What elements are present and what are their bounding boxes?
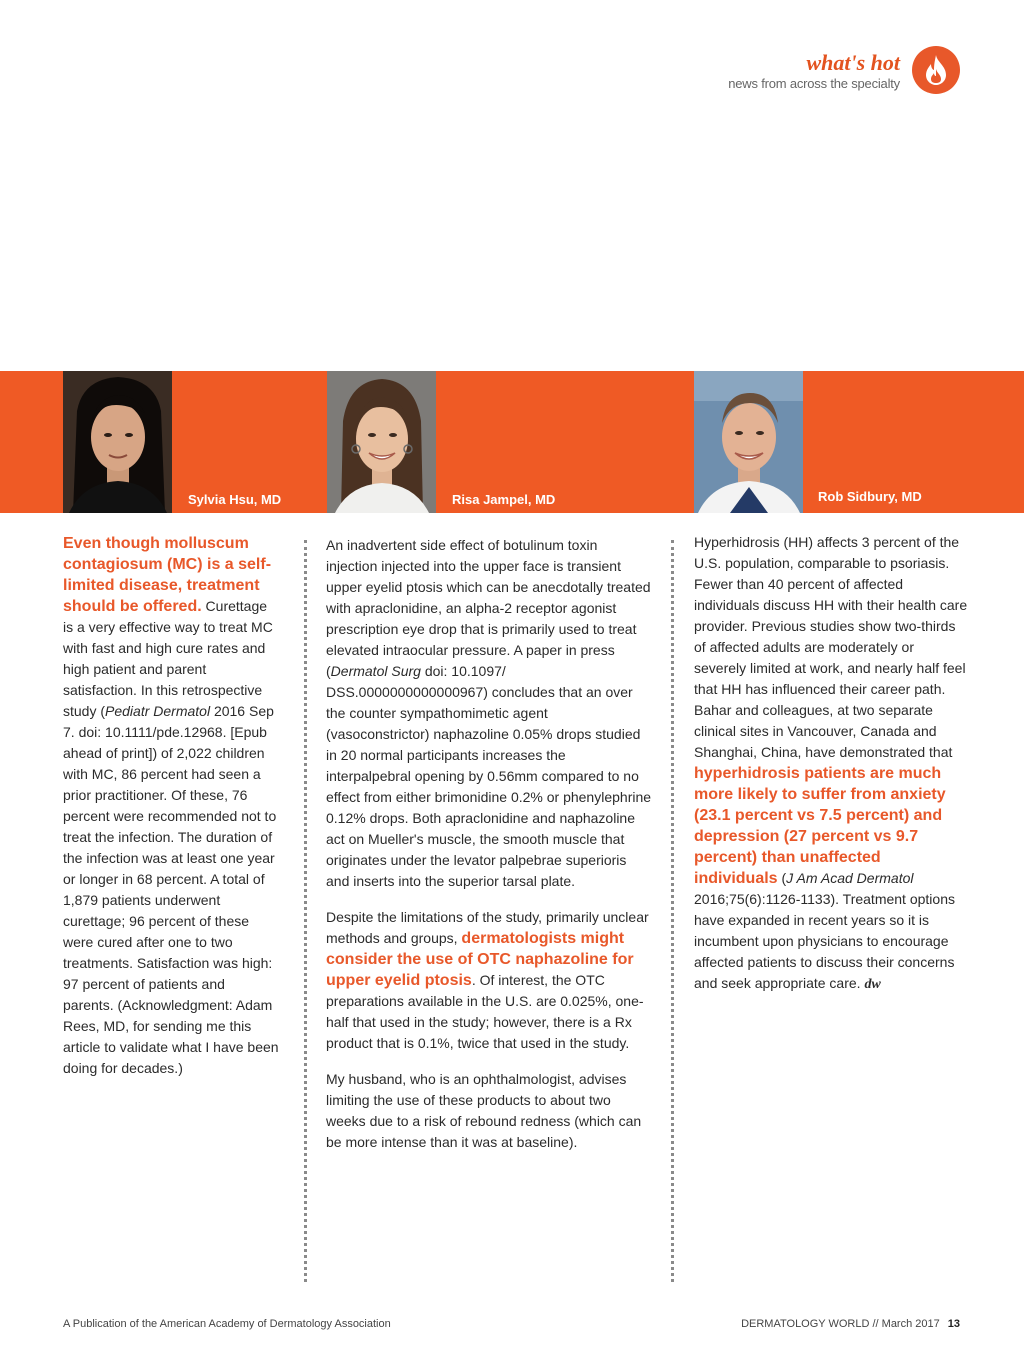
body-text: doi: 10.1097/ DSS.0000000000000967) concludes that an over the counter sympathomimetic agent (vasoconstrictor) naphazoline 0.05% drops studied in 20 normal participants increases the interpalpebral opening by 0.56mm compared to no effect from either brimonidine 0.2% or phenylephrine 0.12% drops. Both apraclonidine and naphazoline act on Mueller's muscle, the smooth muscle that originates under the levator palpebrae superioris and inserts into the superior tarsal plate. (326, 663, 652, 889)
issue-info (741, 1318, 960, 1330)
publication-credit: A Publication of the American Academy of Dermatology Association (63, 1318, 391, 1330)
article-molluscum (63, 533, 279, 1079)
body-text: 2016;75(6):1126-1133). Treatment options have expanded in recent years so it is incumbent upon physicians to encourage affected patients to discuss their concerns and seek appropriate care. (694, 891, 955, 991)
issue-label: DERMATOLOGY WORLD // March 2017 (741, 1318, 940, 1330)
column-ptosis (326, 535, 652, 1168)
journal-citation: J Am Acad Dermatol (786, 870, 914, 886)
portrait-rob-sidbury (694, 371, 803, 513)
caption-risa-jampel: Risa Jampel, MD (452, 492, 556, 507)
column-divider (304, 540, 307, 1282)
section-subtitle: news from across the specialty (728, 76, 900, 91)
section-title: what's hot (806, 50, 900, 75)
portrait-sylvia-hsu (63, 371, 172, 513)
section-header (660, 44, 960, 100)
journal-citation: Dermatol Surg (330, 663, 421, 679)
body-text: An inadvertent side effect of botulinum toxin injection injected into the upper face is transient upper eyelid ptosis which can be anecdotally treated with apraclonidine, an alpha-2 receptor agonist prescription eye drop that is primarily used to treat elevated intraocular pressure. A paper in press ( (326, 537, 651, 679)
body-text: My husband, who is an ophthalmologist, advises limiting the use of these products to about two weeks due to a risk of rebound redness (which can be more intense than it was at baseline). (326, 1071, 642, 1150)
caption-sylvia-hsu: Sylvia Hsu, MD (188, 492, 282, 507)
article-paragraph (326, 535, 652, 892)
key-finding-highlight: Even though molluscum contagiosum (MC) is a self-limited disease, treatment should be offered. (63, 535, 272, 615)
body-text: Hyperhidrosis (HH) affects 3 percent of the U.S. population, comparable to psoriasis. Fewer than 40 percent of affected individuals discuss HH with their health care provider. Previous studies show two-thirds of affected adults are moderately or severely limited at work, and nearly half feel that HH has influenced their career path. Bahar and colleagues, at two separate clinical sites in Vancouver, Canada and Shanghai, China, have demonstrated that (694, 534, 968, 760)
key-finding-highlight: hyperhidrosis patients are much more likely to suffer from anxiety (23.1 percent vs 7.5 percent) and depression (27 percent vs 9.7 percent) than unaffected individuals (694, 765, 946, 887)
body-text: ( (777, 870, 787, 886)
journal-citation: Pediatr Dermatol (105, 703, 211, 719)
portrait-risa-jampel (327, 371, 436, 513)
body-text: Curettage is a very effective way to treat MC with fast and high cure rates and high patient and parent satisfaction. In this retrospective study ( (63, 598, 273, 719)
article-paragraph (326, 907, 652, 1054)
caption-rob-sidbury: Rob Sidbury, MD (818, 489, 922, 504)
column-molluscum (63, 533, 279, 1094)
body-text: 2016 Sep 7. doi: 10.1111/pde.12968. [Epub ahead of print]) of 2,022 children with MC, 86 percent had seen a prior practitioner. Of these, 76 percent were recommended not to treat the infection. The duration of the infection was at least one year or longer in 68 percent. A total of 1,879 patients underwent curettage; 96 percent of these were cured after one to two treatments. Satisfaction was high: 97 percent of patients and parents. (Acknowledgment: Adam Rees, MD, for sending me this article to validate what I have been doing for decades.) (63, 703, 279, 1076)
body-text: Despite the limitations of the study, primarily unclear methods and groups, (326, 909, 649, 946)
end-mark: dw (864, 977, 881, 992)
column-hyperhidrosis (694, 532, 968, 1010)
page-number: 13 (947, 1318, 960, 1330)
key-finding-highlight: dermatologists might consider the use of OTC naphazoline for upper eyelid ptosis (326, 930, 634, 989)
column-divider (671, 540, 674, 1282)
body-text: . Of interest, the OTC preparations available in the U.S. are 0.025%, one-half that used in the study; however, there is a Rx product that is 0.1%, twice that used in the study. (326, 972, 644, 1051)
flame-icon (912, 46, 960, 94)
article-hyperhidrosis (694, 532, 968, 995)
article-paragraph (326, 1069, 652, 1153)
